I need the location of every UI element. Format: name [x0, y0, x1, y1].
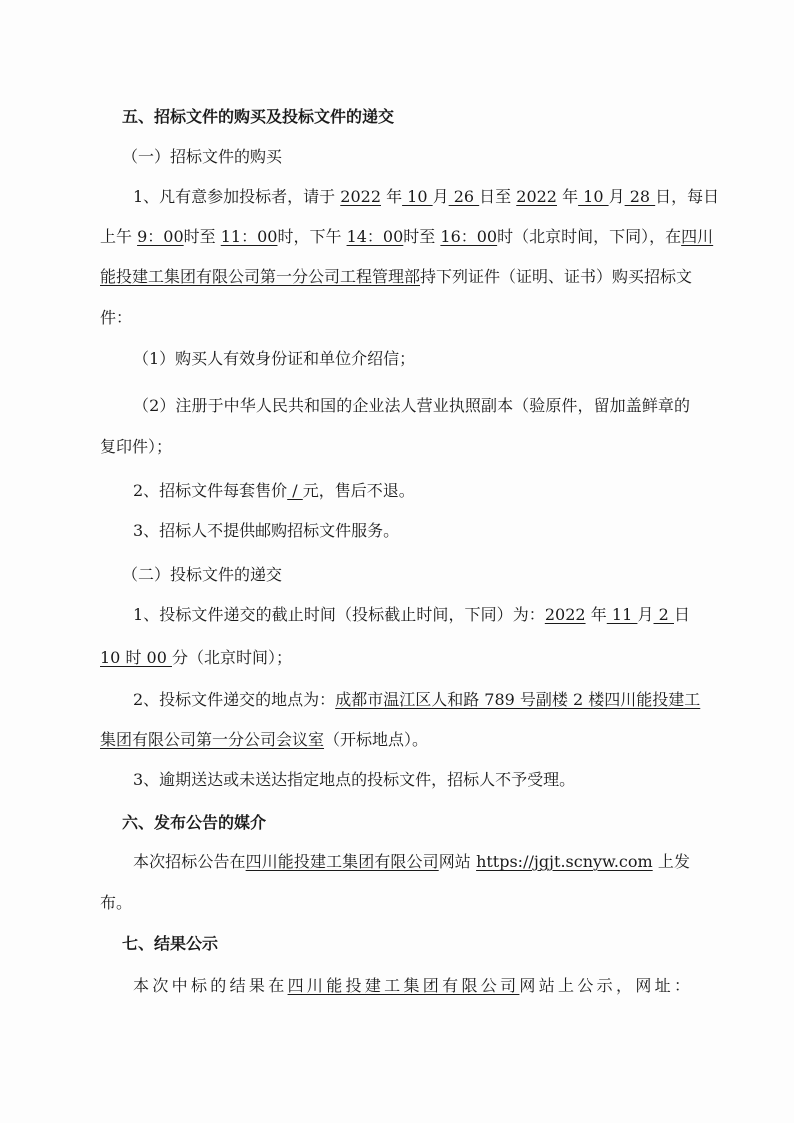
text-segment: 月: [608, 187, 625, 206]
text-segment: 2、投标文件递交的地点为：: [133, 690, 336, 709]
filled-blank: 10: [402, 187, 433, 206]
section-heading: [122, 933, 690, 955]
text-line: [133, 520, 690, 542]
text-line: [122, 146, 690, 168]
filled-blank: 10: [578, 187, 609, 206]
text-segment: 上发: [652, 852, 690, 871]
text-line: [100, 226, 714, 248]
text-line: [100, 436, 690, 458]
text-line: [122, 564, 690, 586]
filled-blank: 能投建工集团有限公司第一分公司工程管理部: [100, 267, 421, 286]
text-segment: 1、凡有意参加投标者，请于: [133, 187, 341, 206]
text-line: [133, 480, 690, 502]
text-segment: 时，下午: [277, 227, 347, 246]
text-line: [100, 892, 690, 914]
filled-blank: 10 时 00: [100, 648, 172, 667]
filled-blank: 四川: [681, 227, 714, 246]
text-segment: 五、招标文件的购买及投标文件的递交: [122, 107, 395, 126]
text-segment: 月: [637, 605, 654, 624]
filled-blank: 2022: [340, 187, 381, 206]
text-segment: （开标地点）。: [324, 730, 429, 749]
filled-blank: 四川能投建工集团有限公司: [245, 852, 439, 871]
text-line: [100, 266, 693, 288]
filled-blank: 28: [624, 187, 656, 206]
text-segment: 分（北京时间）；: [171, 648, 292, 667]
text-segment: 月: [432, 187, 449, 206]
text-segment: 1、投标文件递交的截止时间（投标截止时间，下同）为：: [133, 605, 545, 624]
text-segment: 3、招标人不提供邮购招标文件服务。: [133, 521, 400, 540]
text-segment: 年: [585, 605, 607, 624]
text-segment: 六、发布公告的媒介: [122, 813, 267, 832]
text-segment: 日: [674, 605, 691, 624]
text-line: [133, 975, 690, 997]
filled-blank: 11：00: [220, 227, 278, 246]
text-segment: 件：: [100, 308, 133, 327]
text-segment: 上午: [100, 227, 138, 246]
text-segment: 2、招标文件每套售价: [133, 481, 288, 500]
text-line: [100, 647, 690, 669]
text-line: [133, 851, 690, 873]
text-segment: （二）投标文件的递交: [122, 565, 283, 584]
text-segment: 年: [556, 187, 579, 206]
text-line: [133, 186, 720, 208]
filled-blank: 2022: [516, 187, 557, 206]
text-segment: 日，每日: [655, 187, 720, 206]
text-segment: 本次招标公告在: [133, 852, 246, 871]
text-line: [100, 307, 690, 329]
filled-blank: 16：00: [440, 227, 498, 246]
text-segment: 时至: [403, 227, 441, 246]
section-heading: [122, 812, 690, 834]
text-segment: 年: [381, 187, 403, 206]
text-line: [133, 689, 701, 711]
filled-blank: 成都市温江区人和路 789 号副楼 2 楼四川能投建工: [335, 690, 701, 709]
filled-blank: 14：00: [346, 227, 404, 246]
text-segment: （一）招标文件的购买: [122, 147, 283, 166]
filled-blank: 26: [448, 187, 480, 206]
text-segment: 七、结果公示: [122, 934, 219, 953]
text-segment: 网站上公示，网址：: [519, 976, 690, 995]
text-segment: 元，售后不退。: [302, 481, 415, 500]
filled-blank: 2022: [544, 605, 586, 624]
text-line: [133, 395, 690, 417]
filled-blank: 集团有限公司第一分公司会议室: [100, 730, 325, 749]
text-segment: 网站: [438, 852, 477, 871]
text-segment: （2）注册于中华人民共和国的企业法人营业执照副本（验原件，留加盖鲜章的: [133, 396, 690, 415]
filled-blank: 四川能投建工集团有限公司: [287, 976, 520, 995]
text-segment: 日至: [479, 187, 517, 206]
filled-blank: https://jgjt.scnyw.com: [476, 852, 653, 871]
text-line: [133, 348, 690, 370]
text-segment: 复印件）；: [100, 437, 173, 456]
text-line: [100, 729, 690, 751]
text-segment: 持下列证件（证明、证书）购买招标文: [420, 267, 693, 286]
filled-blank: 2: [653, 605, 674, 624]
filled-blank: /: [287, 481, 303, 500]
text-segment: 3、逾期送达或未送达指定地点的投标文件，招标人不予受理。: [133, 770, 576, 789]
text-segment: 布。: [100, 893, 133, 912]
text-segment: 时至: [183, 227, 221, 246]
filled-blank: 9：00: [137, 227, 184, 246]
text-segment: 时（北京时间，下同），在: [497, 227, 682, 246]
filled-blank: 11: [606, 605, 638, 624]
text-line: [133, 604, 690, 626]
text-line: [133, 769, 690, 791]
text-segment: 本次中标的结果在: [133, 976, 288, 995]
section-heading: [122, 106, 690, 128]
text-segment: （1）购买人有效身份证和单位介绍信；: [133, 349, 416, 368]
